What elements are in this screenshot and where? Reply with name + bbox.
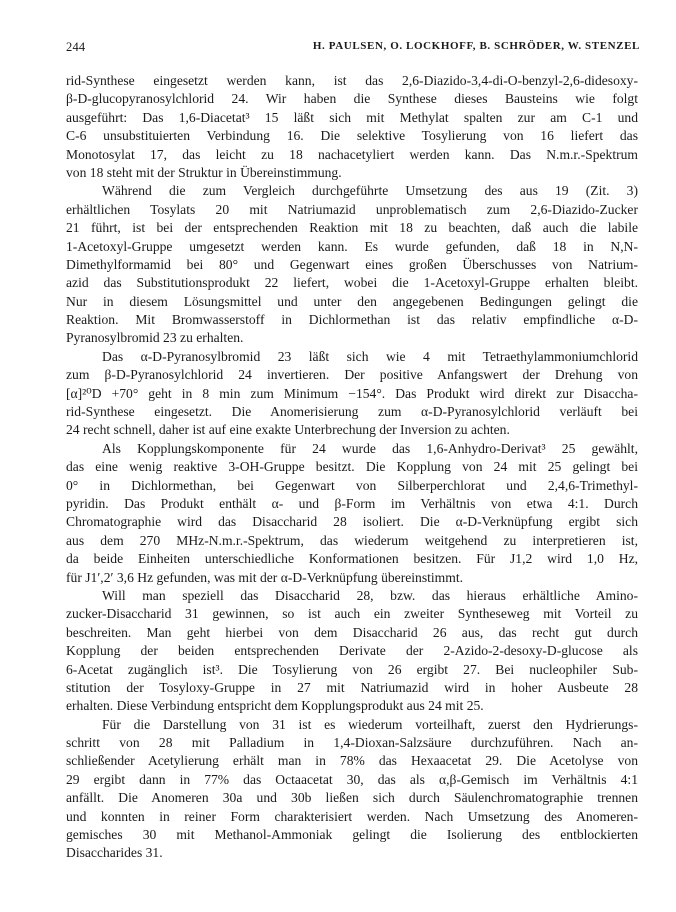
- text-line: zum β-D-Pyranosylchlorid 24 invertieren. Der positive Anfangswert der Drehung von: [66, 367, 638, 383]
- text-line: gemisches 30 mit Methanol-Ammoniak gelingt die Isolierung des entblockierten: [66, 827, 638, 843]
- text-line: 6-Acetat zugänglich ist³. Die Tosylierung von 26 ergibt 27. Bei nucleophiler Sub-: [66, 661, 638, 677]
- text-line: Für die Darstellung von 31 ist es wiederum vorteilhaft, zuerst den Hydrierungs-: [102, 716, 638, 732]
- text-line: 24 recht schnell, daher ist auf eine exakte Unterbrechung der Inversion zu achten.: [66, 422, 510, 438]
- text-line: Disaccharides 31.: [66, 845, 163, 861]
- text-line: rid-Synthese eingesetzt. Die Anomerisierung zum α-D-Pyranosylchlorid verläuft bei: [66, 404, 638, 420]
- page-header: [66, 40, 640, 58]
- text-line: aus dem 270 MHz-N.m.r.-Spektrum, das wiederum weitgehend zu interpretieren ist,: [66, 532, 638, 548]
- text-line: von 18 steht mit der Struktur in Übereinstimmung.: [66, 164, 342, 180]
- text-line: Pyranosylbromid 23 zu erhalten.: [66, 330, 244, 346]
- text-line: da beide Einheiten unterschiedliche Konformationen besitzen. Für J1,2 wird 1,0 Hz,: [66, 551, 638, 567]
- text-line: Will man speziell das Disaccharid 28, bzw. das hieraus erhältliche Amino-: [102, 587, 638, 603]
- text-line: anfällt. Die Anomeren 30a und 30b ließen sich durch Säulenchromatographie trennen: [66, 790, 638, 806]
- text-line: ausgeführt: Das 1,6-Diacetat³ 15 läßt sich mit Methylat spalten zur am C-1 und: [66, 109, 638, 125]
- text-line: Während die zum Vergleich durchgeführte Umsetzung des aus 19 (Zit. 3): [102, 183, 638, 199]
- text-line: schritt von 28 mit Palladium in 1,4-Dioxan-Salzsäure durchzuführen. Nach an-: [66, 735, 638, 751]
- text-line: Kopplung der beiden entsprechenden Derivate der 2-Azido-2-desoxy-D-glucose als: [66, 643, 638, 659]
- text-line: Reaktion. Mit Bromwasserstoff in Dichlormethan ist das relativ empfindliche α-D-: [66, 312, 638, 328]
- text-line: β-D-glucopyranosylchlorid 24. Wir haben die Synthese dieses Bausteins wie folgt: [66, 91, 638, 107]
- text-line: und konnten in reiner Form charakterisiert werden. Nach Umsetzung des Anomeren-: [66, 808, 638, 824]
- page-number: 244: [66, 40, 86, 54]
- text-line: azid das Substitutionsprodukt 22 liefert, wobei die 1-Acetoxyl-Gruppe erhalten bleibt.: [66, 275, 638, 291]
- text-line: das eine wenig reaktive 3-OH-Gruppe besitzt. Die Kopplung von 24 mit 25 gelingt bei: [66, 459, 638, 475]
- running-head-authors: H. PAULSEN, O. LOCKHOFF, B. SCHRÖDER, W. STENZEL: [312, 40, 640, 52]
- text-line: erhältlichen Tosylats 20 mit Natriumazid unproblematisch zum 2,6-Diazido-Zucker: [66, 201, 638, 217]
- text-line: Monotosylat 17, das leicht zu 18 nachacetyliert werden kann. Das N.m.r.-Spektrum: [66, 146, 638, 162]
- text-line: 0° in Dichlormethan, bei Gegenwart von Silberperchlorat und 2,4,6-Trimethyl-: [66, 477, 638, 493]
- text-line: beschreiten. Man geht hierbei von dem Disaccharid 26 aus, das recht gut durch: [66, 624, 638, 640]
- text-line: erhalten. Diese Verbindung entspricht dem Kopplungsprodukt aus 24 mit 25.: [66, 698, 484, 714]
- text-line: 21 führt, ist bei der entsprechenden Reaktion mit 18 zu beachten, daß auch die labile: [66, 220, 638, 236]
- text-line: schließender Acetylierung erhält man in 78% das Hexaacetat 29. Die Acetolyse von: [66, 753, 638, 769]
- text-line: pyridin. Das Produkt enthält α- und β-Form im Verhältnis von etwa 4:1. Durch: [66, 495, 638, 511]
- text-line: Als Kopplungskomponente für 24 wurde das 1,6-Anhydro-Derivat³ 25 gewählt,: [102, 440, 638, 456]
- text-line: Chromatographie wird das Disaccharid 28 isoliert. Die α-D-Verknüpfung ergibt sich: [66, 514, 638, 530]
- text-line: Nur in diesem Lösungsmittel und unter den angegebenen Bedingungen gelingt die: [66, 293, 638, 309]
- text-line: stitution der Tosyloxy-Gruppe in 27 mit Natriumazid wird in hoher Ausbeute 28: [66, 679, 638, 695]
- text-line: 29 ergibt dann in 77% das Octaacetat 30, das als α,β-Gemisch im Verhältnis 4:1: [66, 771, 638, 787]
- text-line: C-6 unsubstituierten Verbindung 16. Die selektive Tosylierung von 16 liefert das: [66, 128, 638, 144]
- text-line: Das α-D-Pyranosylbromid 23 läßt sich wie 4 mit Tetraethylammoniumchlorid: [102, 348, 638, 364]
- body-text: [66, 72, 638, 863]
- text-line: zucker-Disaccharid 31 gewinnen, so ist auch ein zweiter Syntheseweg mit Vorteil zu: [66, 606, 638, 622]
- text-line: [α]²⁰D +70° geht in 8 min zum Minimum −154°. Das Produkt wird direkt zur Disaccha-: [66, 385, 638, 401]
- text-line: 1-Acetoxyl-Gruppe umgesetzt werden kann. Es wurde gefunden, daß 18 in N,N-: [66, 238, 638, 254]
- text-line: für J1′,2′ 3,6 Hz gefunden, was mit der α-D-Verknüpfung übereinstimmt.: [66, 569, 464, 585]
- text-line: rid-Synthese eingesetzt werden kann, ist das 2,6-Diazido-3,4-di-O-benzyl-2,6-didesoxy-: [66, 73, 638, 88]
- text-line: Dimethylformamid bei 80° und Gegenwart eines großen Überschusses von Natrium-: [66, 256, 638, 272]
